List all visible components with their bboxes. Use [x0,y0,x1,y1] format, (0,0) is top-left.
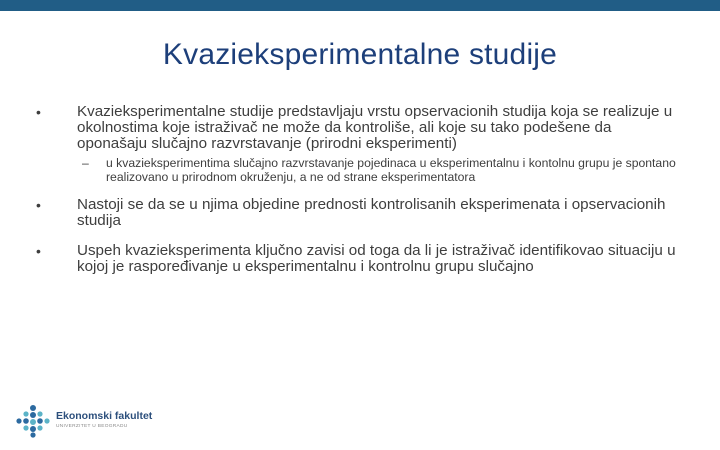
bullet-item [36,104,676,152]
faculty-logo [15,404,155,438]
bullet-text: Uspeh kvazieksperimenta ključno zavisi od toga da li je istraživač identifikovao situaciju u kojoj je raspoređivanje u eksperimentalnu i kontrolnu grupu slučajno [77,242,676,275]
top-bar [0,0,720,11]
bullet-text: Kvazieksperimentalne studije predstavljaju vrstu opservacionih studija koja se realizuje u okolnostima koje istraživač ne može da kontroliše, ali koje su tako podešene da oponašaju slučajno razvrstavanje (prirodni eksperimenti) [77,103,673,152]
bullet-icon: • [36,104,41,120]
bullet-icon: • [36,243,41,259]
slide-title: Kvazieksperimentalne studije [162,38,558,71]
logo-subtitle: UNIVERZITET U BEOGRADU [56,424,128,429]
bullet-icon: • [36,197,41,213]
bullet-text: Nastoji se da se u njima objedine prednosti kontrolisanih eksperimenata i opservacionih studija [77,196,666,229]
bullet-item [36,197,676,229]
bullet-item [36,243,676,275]
sub-bullet-text: u kvazieksperimentima slučajno razvrstavanje pojedinaca u eksperimentalnu i kontolnu grupu je spontano realizovano u prirodnom okruženju, a ne od strane eksperimentatora [106,156,676,184]
dots-logo-icon [15,404,51,438]
slide-content [36,104,676,275]
dash-icon: – [82,156,89,170]
sub-bullet-item [36,156,676,184]
logo-name: Ekonomski fakultet [56,410,153,422]
